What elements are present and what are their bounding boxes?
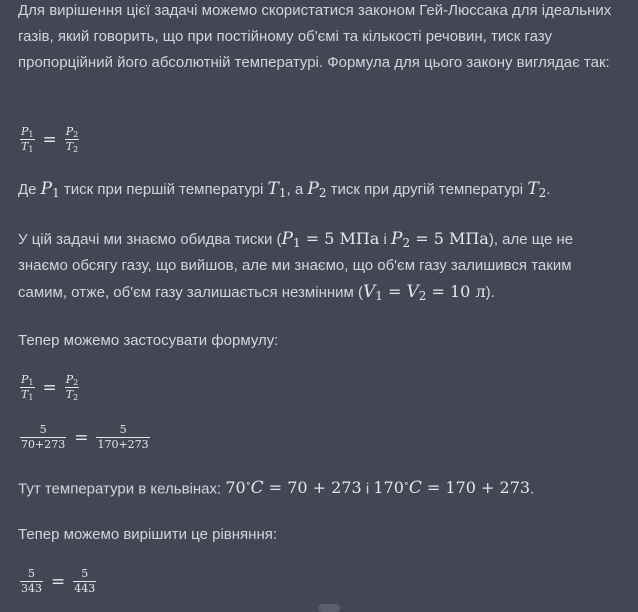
fraction-5-over-170-273: $\frac{5}{170+273}$ — [97, 423, 149, 451]
where-paragraph: Де $P_1$ тиск при першій температурі $T_1$, а $P_2$ тиск при другій температурі $T_2$. — [18, 179, 551, 200]
scroll-to-bottom-handle[interactable] — [318, 604, 340, 612]
fraction-5-over-70-273: $\frac{5}{70+273}$ — [21, 423, 66, 451]
fraction-5-over-443: $\frac{5}{443}$ — [74, 567, 96, 595]
final-formula — [18, 568, 98, 595]
math-70c: 70∘C = 70 + 273 — [225, 478, 362, 499]
gay-lussac-formula-repeat — [18, 374, 81, 401]
gay-lussac-formula — [18, 126, 81, 153]
math-v2: $V_2$ — [406, 282, 427, 303]
equals-sign: = — [51, 571, 66, 592]
math-p1: $P_1$ — [40, 179, 60, 200]
math-v1: $V_1$ — [363, 282, 383, 303]
equals-sign: = — [42, 129, 57, 150]
math-170c: 170∘C = 170 + 273 — [373, 478, 531, 499]
math-t2: $T_2$ — [527, 179, 547, 200]
fraction-p2-t2: $\frac{P_2}{T_2}$ — [65, 125, 79, 154]
known-values-paragraph: У цій задачі ми знаємо обидва тиски ($P_1 = 5$ МПа і $P_2 = 5$ МПа), але ще не знаємо обсягу газу, що вийшов, але ми знаємо, що об'єм газу залишився таким самим, отже, об'єм газу залишається незмінним ($V_1 = V_2 = 10$ л). — [18, 229, 574, 303]
numeric-formula — [18, 424, 152, 451]
math-t1: $T_1$ — [267, 179, 287, 200]
equals-sign: = — [42, 377, 57, 398]
fraction-p1-t1: $\frac{P_1}{T_1}$ — [21, 125, 34, 154]
math-p1-value: $P_1$ — [281, 229, 301, 250]
solve-paragraph: Тепер можемо вирішити це рівняння: — [18, 526, 278, 543]
apply-paragraph: Тепер можемо застосувати формулу: — [18, 332, 279, 349]
fraction-5-over-343: $\frac{5}{343}$ — [21, 567, 42, 595]
fraction-p1-t1: $\frac{P_1}{T_1}$ — [21, 373, 34, 402]
intro-paragraph: Для вирішення цієї задачі можемо скористатися законом Гей-Люссака для ідеальних газів, який говорить, що при постійному об'ємі та кількості речовин, тиск газу пропорційний його абсолютній температурі. Формула для цього закону виглядає так: — [18, 2, 612, 71]
math-p2: $P_2$ — [307, 179, 327, 200]
kelvin-paragraph: Тут температури в кельвінах: 70∘C = 70 + 273 і 170∘C = 170 + 273. — [18, 478, 535, 499]
fraction-p2-t2: $\frac{P_2}{T_2}$ — [65, 373, 79, 402]
math-p2-value: $P_2$ — [391, 229, 411, 250]
equals-sign: = — [74, 427, 89, 448]
